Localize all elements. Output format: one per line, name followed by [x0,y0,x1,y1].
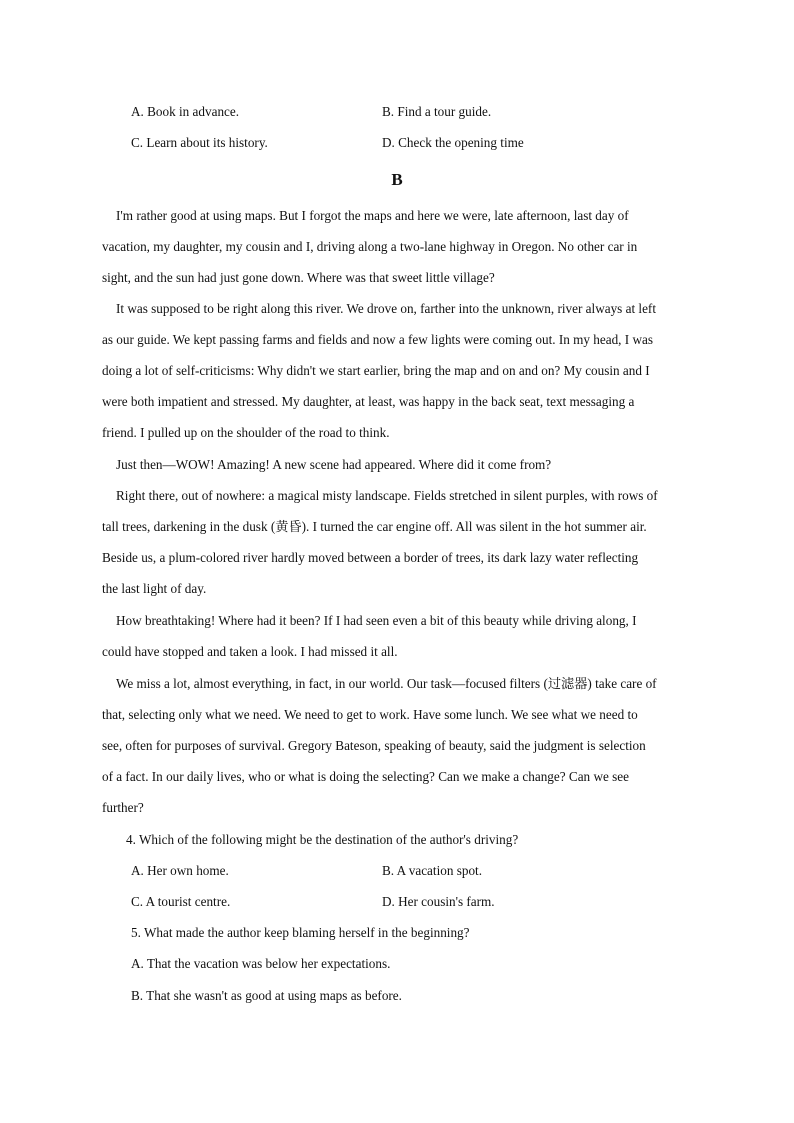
paragraph-line: tall trees, darkening in the dusk (黄昏). I turned the car engine off. All was silent in the hot summer air. [102,519,647,534]
paragraph-line: friend. I pulled up on the shoulder of the road to think. [102,425,390,440]
paragraph-line: vacation, my daughter, my cousin and I, driving along a two-lane highway in Oregon. No other car in [102,239,638,254]
paragraph-6 [102,668,694,823]
paragraph-line: It was supposed to be right along this river. We drove on, farther into the unknown, river always at left [116,301,656,316]
paragraph-line: the last light of day. [102,581,207,596]
paragraph-line: of a fact. In our daily lives, who or what is doing the selecting? Can we make a change? Can we see [102,769,629,784]
option-b: B. Find a tour guide. [382,104,492,119]
paragraph-line: as our guide. We kept passing farms and fields and now a few lights were coming out. In my head, I was [102,332,653,347]
option-a: A. Book in advance. [131,104,240,119]
option-c: C. Learn about its history. [131,135,268,150]
paragraph-2 [102,293,694,448]
paragraph-line: I'm rather good at using maps. But I forgot the maps and here we were, late afternoon, last day of [116,208,629,223]
paragraph-line: How breathtaking! Where had it been? If I had seen even a bit of this beauty while driving along, I [116,613,637,628]
paragraph-line: sight, and the sun had just gone down. Where was that sweet little village? [102,270,495,285]
paragraph-line: that, selecting only what we need. We need to get to work. Have some lunch. We see what we need to [102,707,638,722]
paragraph-line: further? [102,800,144,815]
paragraph-line: We miss a lot, almost everything, in fact, in our world. Our task—focused filters (过滤器) take care of [116,676,657,691]
option-d: D. Check the opening time [382,135,524,150]
paragraph-line: could have stopped and taken a look. I had missed it all. [102,644,398,659]
paragraph-line: doing a lot of self-criticisms: Why didn't we start earlier, bring the map and on and on? My cousin and I [102,363,650,378]
question-5-stem: 5. What made the author keep blaming herself in the beginning? [131,925,470,940]
paragraph-line: see, often for purposes of survival. Gregory Bateson, speaking of beauty, said the judgment is selection [102,738,646,753]
section-heading: B [391,170,403,189]
paragraph-3 [102,449,694,480]
q5-option-a: A. That the vacation was below her expectations. [131,956,391,971]
paragraph-5 [102,605,694,667]
paragraph-line: Just then—WOW! Amazing! A new scene had appeared. Where did it come from? [116,457,552,472]
q4-option-a: A. Her own home. [131,863,229,878]
paragraph-1 [102,200,694,293]
paragraph-line: Beside us, a plum-colored river hardly moved between a border of trees, its dark lazy water reflecting [102,550,639,565]
q5-option-b: B. That she wasn't as good at using maps as before. [131,988,402,1003]
question-4-stem: 4. Which of the following might be the destination of the author's driving? [126,832,519,847]
q4-option-c: C. A tourist centre. [131,894,231,909]
q4-option-b: B. A vacation spot. [382,863,482,878]
paragraph-4 [102,480,694,604]
q4-option-d: D. Her cousin's farm. [382,894,495,909]
paragraph-line: were both impatient and stressed. My daughter, at least, was happy in the back seat, text messaging a [102,394,635,409]
paragraph-line: Right there, out of nowhere: a magical misty landscape. Fields stretched in silent purples, with rows of [116,488,658,503]
